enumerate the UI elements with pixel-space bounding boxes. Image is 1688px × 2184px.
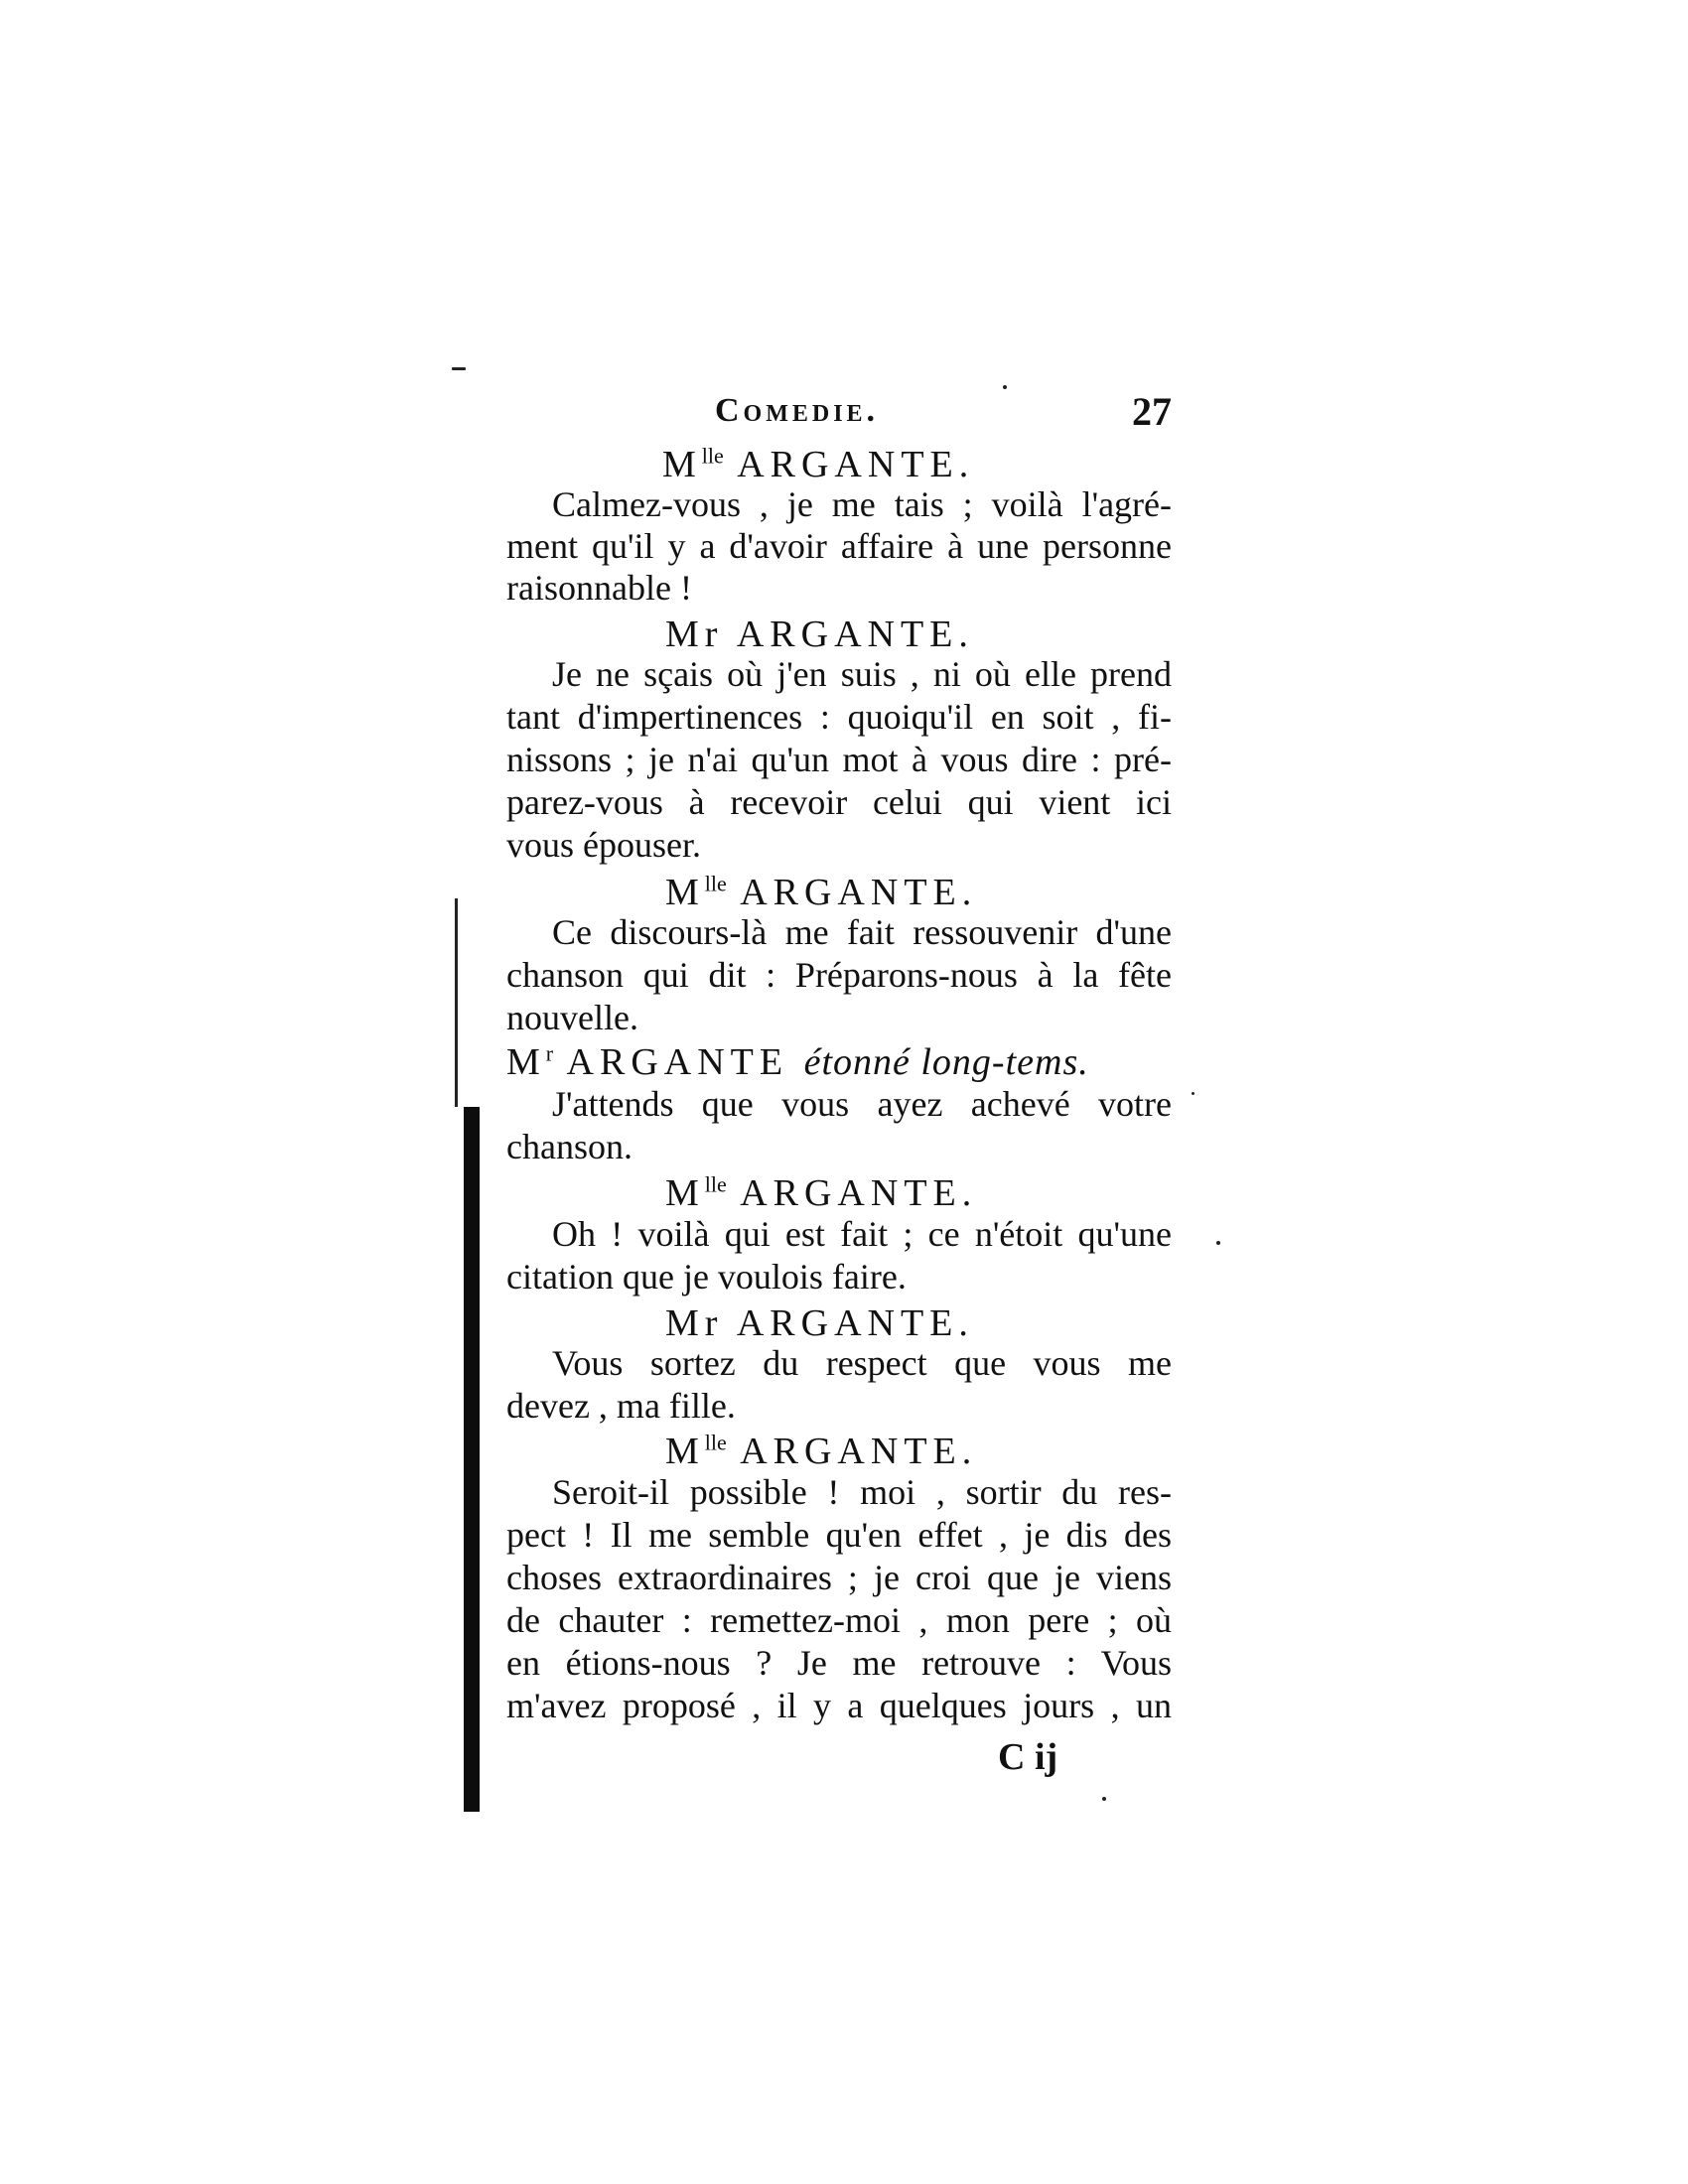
text-line: nouvelle. <box>506 998 638 1037</box>
text-line: raisonnable ! <box>506 568 692 608</box>
ink-speck <box>452 367 466 370</box>
text-line: chanson. <box>506 1127 633 1166</box>
text-line: Ce discours-là me fait ressouvenir d'une <box>552 912 1172 952</box>
speaker-heading: $M^{lle}$ ARGANTE. <box>665 1430 978 1472</box>
ink-speck <box>1192 1092 1195 1095</box>
text-line: Calmez-vous , je me tais ; voilà l'agré- <box>552 484 1172 524</box>
text-line: ment qu'il y a d'avoir affaire à une personne <box>506 526 1172 566</box>
ink-speck <box>1216 1241 1220 1245</box>
text-line: choses extraordinaires ; je croi que je viens <box>506 1558 1172 1597</box>
speaker-heading: Mr ARGANTE. <box>665 1302 974 1344</box>
binding-edge-thin <box>455 898 458 1107</box>
ink-speck <box>1003 385 1007 389</box>
text-line: vous épouser. <box>506 825 701 865</box>
running-title: Comedie. <box>715 392 880 429</box>
running-header <box>715 389 1172 442</box>
text-line: Je ne sçais où j'en suis , ni où elle prend <box>552 654 1172 694</box>
ink-speck <box>1102 1797 1106 1801</box>
text-line: pect ! Il me semble qu'en effet , je dis des <box>506 1515 1172 1555</box>
stage-direction: étonné long-tems. <box>803 1041 1089 1083</box>
text-line: citation que je voulois faire. <box>506 1257 907 1297</box>
text-line: nissons ; je n'ai qu'un mot à vous dire : pré- <box>506 740 1172 779</box>
binding-edge <box>464 1107 480 1812</box>
text-line: Oh ! voilà qui est fait ; ce n'étoit qu'une <box>552 1214 1172 1254</box>
text-line: en étions-nous ? Je me retrouve : Vous <box>506 1643 1172 1683</box>
text-line: Vous sortez du respect que vous me <box>552 1343 1172 1383</box>
speaker-heading: $M^{lle}$ ARGANTE. <box>665 1171 978 1214</box>
text-line: Seroit-il possible ! moi , sortir du res- <box>552 1472 1172 1512</box>
page-number: 27 <box>1132 389 1172 434</box>
speaker-heading: $M^{lle}$ ARGANTE. <box>665 871 978 913</box>
text-line: J'attends que vous ayez achevé votre <box>552 1084 1172 1124</box>
text-line: chanson qui dit : Préparons-nous à la fête <box>506 955 1172 995</box>
speaker-heading: Mr ARGANTE. <box>665 614 974 655</box>
speaker-heading: $M^{lle}$ ARGANTE. <box>662 443 975 485</box>
speaker-heading: $M^r$ ARGANTE étonné long-tems. <box>506 1040 1089 1083</box>
text-line: m'avez proposé , il y a quelques jours , un <box>506 1686 1172 1725</box>
text-line: devez , ma fille. <box>506 1386 736 1426</box>
text-line: parez-vous à recevoir celui qui vient ici <box>506 782 1172 822</box>
text-line: de chauter : remettez-moi , mon pere ; où <box>506 1600 1172 1640</box>
text-line: tant d'impertinences : quoiqu'il en soit , fi- <box>506 697 1172 737</box>
signature-mark: C ij <box>998 1736 1058 1778</box>
